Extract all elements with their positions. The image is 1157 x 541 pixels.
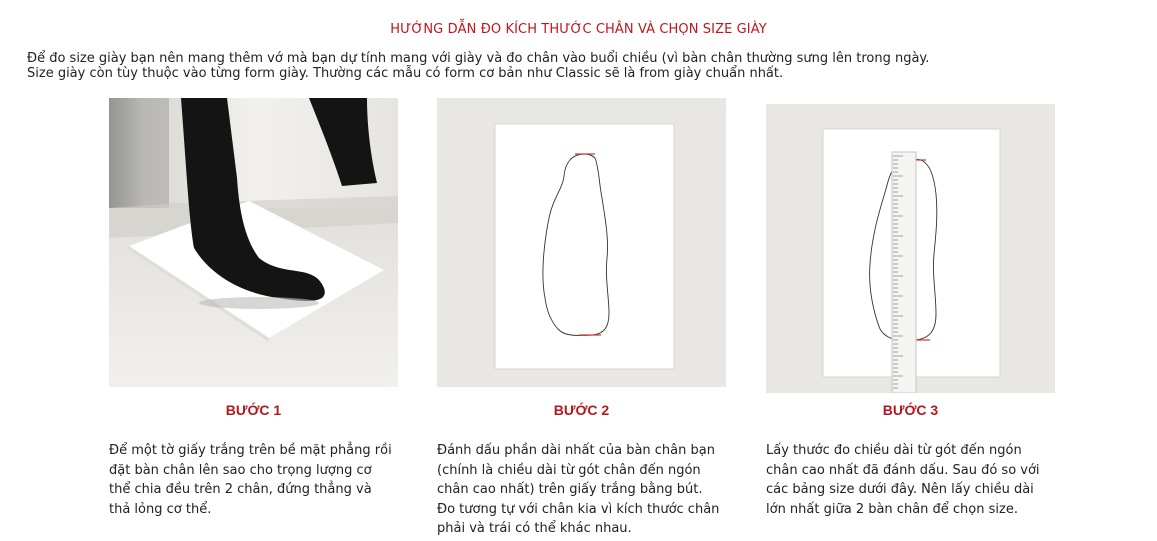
step-3-line: Lấy thước đo chiều dài từ gót đến ngón <box>766 443 1022 458</box>
step-2-line: phải và trái có thể khác nhau. <box>437 521 632 536</box>
step-2-line: Đánh dấu phần dài nhất của bàn chân bạn <box>437 443 715 458</box>
step-1-photo <box>109 98 398 387</box>
ruler <box>892 152 916 393</box>
step-1-label: BƯỚC 1 <box>225 402 282 418</box>
step-1-line: thả lỏng cơ thể. <box>109 501 212 517</box>
step-3-line: lớn nhất giữa 2 bàn chân để chọn size. <box>766 501 1018 517</box>
step-2-line: Đo tương tự với chân kia vì kích thước chân <box>437 501 720 517</box>
step-1-line: Để một tờ giấy trắng trên bề mặt phẳng rồi <box>109 443 392 458</box>
step-3-line: các bảng size dưới đây. Nên lấy chiều dài <box>766 482 1034 497</box>
step-1-line: đặt bàn chân lên sao cho trọng lượng cơ <box>109 462 372 478</box>
step-1-description <box>109 441 409 519</box>
page-title: HƯỚNG DẪN ĐO KÍCH THƯỚC CHÂN VÀ CHỌN SIZE GIÀY <box>390 22 767 37</box>
foot-outline-illustration <box>437 98 726 387</box>
step-3-description <box>766 441 1066 519</box>
step-3-label: BƯỚC 3 <box>882 402 939 418</box>
intro-line-2: Size giày còn tùy thuộc vào từng form giày. Thường các mẫu có form cơ bản như Classic sẽ là from giày chuẩn nhất. <box>27 66 784 81</box>
step-2-photo <box>437 98 726 387</box>
step-1-line: thể chia đều trên 2 chân, đứng thẳng và <box>109 482 372 497</box>
foot-on-paper-illustration <box>109 98 398 387</box>
intro-line-1: Để đo size giày bạn nên mang thêm vớ mà bạn dự tính mang với giày và đo chân vào buổi chiều (vì bàn chân thường sưng lên trong ngày. <box>27 51 930 66</box>
step-2-label: BƯỚC 2 <box>553 402 610 418</box>
step-2-line: (chính là chiều dài từ gót chân đến ngón <box>437 462 701 478</box>
step-2-description <box>437 441 742 539</box>
ruler-measurement-illustration <box>766 104 1055 393</box>
step-2-line: chân cao nhất) trên giấy trắng bằng bút. <box>437 482 703 497</box>
step-3-line: chân cao nhất đã đánh dấu. Sau đó so với <box>766 462 1040 478</box>
intro-text <box>27 51 1137 81</box>
step-3-photo <box>766 104 1055 393</box>
